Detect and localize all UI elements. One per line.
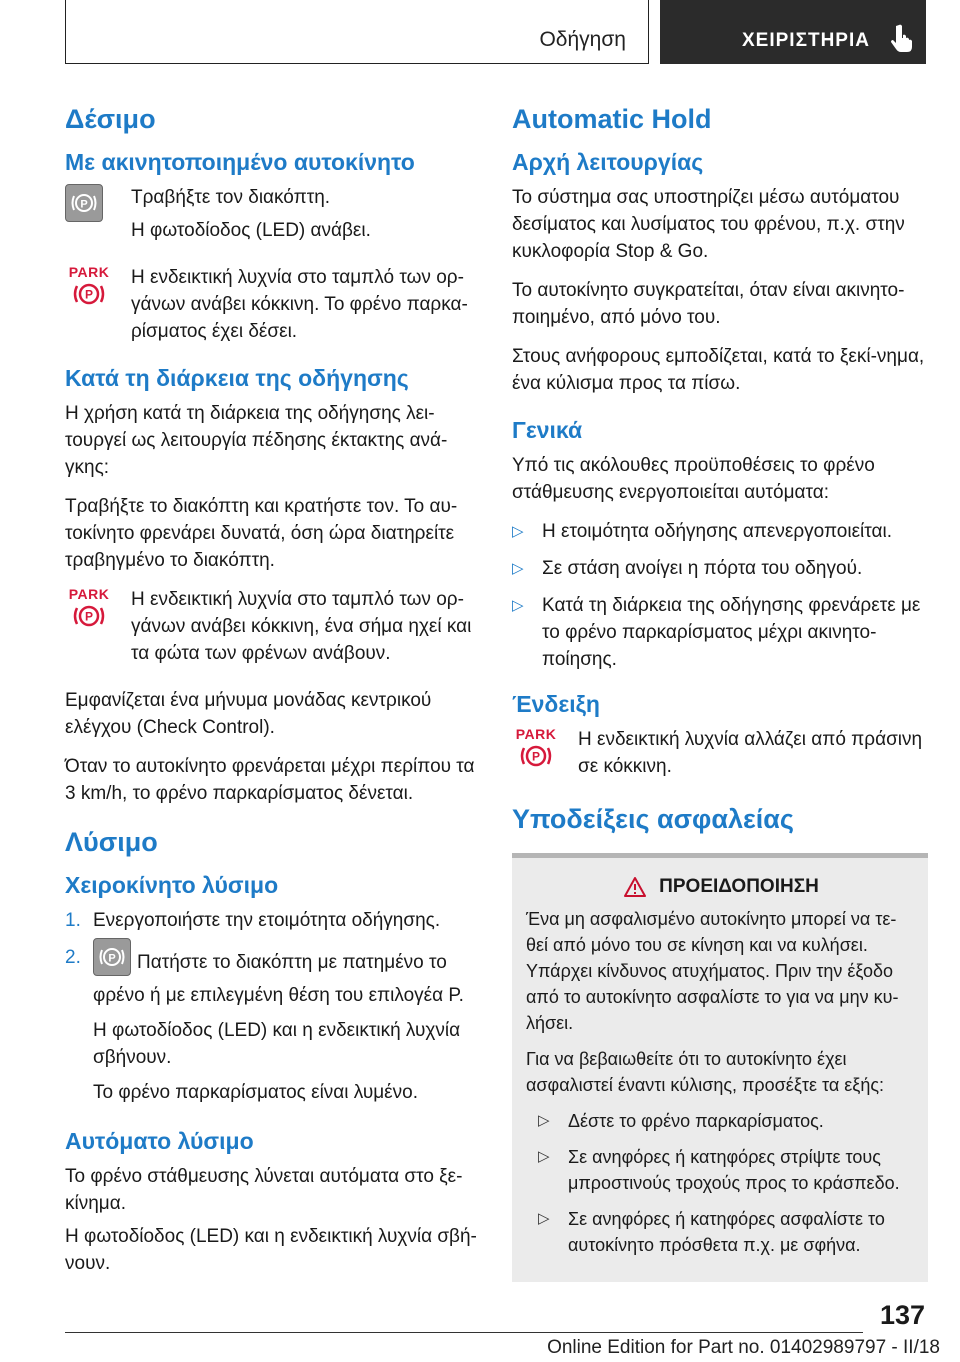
warning-list [526,1108,916,1258]
driving-park-row [65,586,480,673]
list-item: ▷ Σε ανηφόρες ή κατηφόρες στρίψτε τους μπροστινούς τροχούς προς το κράσπεδο. [538,1147,900,1193]
heading-principle: Αρχή λειτουργίας [512,149,704,175]
header-section-box [65,0,649,64]
park-warning-icon: PARK P [68,586,110,624]
warning-title: ΠΡΟΕΙΔΟΠΟΙΗΣΗ [659,876,819,897]
heading-automatic-hold: Automatic Hold [512,104,712,134]
heading-stationary: Με ακινητοποιημένο αυτοκίνητο [65,149,415,175]
principle-text-1: Το σύστημα σας υποστηρίζει μέσω αυτόματου δεσίματος και λυσίματος του φρένου, π.χ. στην κυκλοφορία Stop & Go. [512,187,905,262]
stationary-text-2: Η φωτοδίοδος (LED) ανάβει. [131,220,371,241]
general-text-1: Υπό τις ακόλουθες προϋποθέσεις το φρένο στάθμευσης ενεργοποιείται αυτόματα: [512,455,875,503]
parking-brake-switch-icon [65,184,103,222]
heading-safety: Υποδείξεις ασφαλείας [512,804,794,834]
heading-release: Λύσιμο [65,827,158,857]
driving-text-5: Όταν το αυτοκίνητο φρενάρεται μέχρι περίπου τα 3 km/h, το φρένο παρκαρίσματος δένεται. [65,756,475,804]
header-section-title: Οδήγηση [539,28,626,51]
manual-release-steps [65,907,480,1114]
svg-text:P: P [108,952,116,965]
svg-text:P: P [531,749,541,764]
header-chapter-tab [660,0,926,64]
list-item: ▷ Κατά τη διάρκεια της οδήγησης φρενάρετε με το φρένο παρκαρίσματος μέχρι ακινητο-ποίησης. [512,595,921,670]
park-warning-icon: PARK P [68,264,110,302]
auto-text-2: Η φωτοδίοδος (LED) και η ενδεικτική λυχνία σβή-νουν. [65,1226,477,1274]
page-number: 137 [880,1300,926,1330]
stationary-park-row [65,264,480,351]
auto-text-1: Το φρένο στάθμευσης λύνεται αυτόματα στο ξε-κίνημα. [65,1166,463,1214]
driving-text-3: Η ενδεικτική λυχνία στο ταμπλό των ορ-γάνων ανάβει κόκκινη, ένα σήμα ηχεί και τα φώτα των φρένων ανάβουν. [131,589,472,664]
list-item: ▷ Δέστε το φρένο παρκαρίσματος. [538,1111,824,1131]
svg-text:P: P [84,609,94,624]
heading-indicator: Ένδειξη [512,691,600,717]
manual-text-2: Το φρένο παρκαρίσματος είναι λυμένο. [93,1082,418,1103]
general-conditions-list [512,518,928,673]
footer-edition-text: Online Edition for Part no. 01402989797 - II/18 [547,1337,940,1358]
left-column [65,96,480,1289]
heading-driving: Κατά τη διάρκεια της οδήγησης [65,365,409,391]
list-item: 1. Ενεργοποιήστε την ετοιμότητα οδήγησης. [65,910,441,931]
heading-set: Δέσιμο [65,104,156,134]
right-column [512,96,928,1282]
stationary-switch-row [65,184,480,250]
heading-auto-release: Αυτόματο λύσιμο [65,1128,254,1154]
heading-general: Γενικά [512,417,583,443]
hand-pointer-icon [888,22,920,54]
parking-brake-switch-icon [93,938,131,976]
header-chapter-title: ΧΕΙΡΙΣΤΗΡΙΑ [742,30,870,51]
driving-text-4: Εμφανίζεται ένα μήνυμα μονάδας κεντρικού ελέγχου (Check Control). [65,690,432,738]
svg-text:P: P [84,287,94,302]
driving-text-2: Τραβήξτε το διακόπτη και κρατήστε τον. Το αυ-τοκίνητο φρενάρει δυνατά, όση ώρα διατηρείτε τραβηγμένο το διακόπτη. [65,496,458,571]
warning-text-2: Για να βεβαιωθείτε ότι το αυτοκίνητο έχει ασφαλιστεί έναντι κύλισης, προσέξτε τα εξής: [526,1049,885,1095]
list-item: ▷ Σε στάση ανοίγει η πόρτα του οδηγού. [512,558,863,579]
svg-text:P: P [80,198,88,211]
list-item: 2. P Πατήστε το διακόπτη με πατημένο το φρένο ή με επιλεγμένη θέση του επιλογέα P. Η φωτοδίοδος (LED) και η ενδεικτική λυχνία σβήνουν. Το φρένο παρκαρίσματος είναι λυμένο. [65,944,480,1114]
list-item: ▷ Σε ανηφόρες ή κατηφόρες ασφαλίστε το αυτοκίνητο πρόσθετα π.χ. με σφήνα. [538,1209,885,1255]
indicator-park-row [512,726,928,786]
footer-divider [65,1332,863,1333]
heading-manual-release: Χειροκίνητο λύσιμο [65,872,279,898]
park-warning-icon: PARK P [515,726,557,764]
manual-text-1: Η φωτοδίοδος (LED) και η ενδεικτική λυχνία σβήνουν. [93,1020,461,1068]
stationary-text-1: Τραβήξτε τον διακόπτη. [131,187,331,208]
indicator-text-1: Η ενδεικτική λυχνία αλλάζει από πράσινη σε κόκκινη. [578,729,923,777]
principle-text-2: Το αυτοκίνητο συγκρατείται, όταν είναι ακινητο-ποιημένο, από μόνο του. [512,280,905,328]
stationary-text-3: Η ενδεικτική λυχνία στο ταμπλό των ορ-γάνων ανάβει κόκκινη. Το φρένο παρκα-ρίσματος έχει δέσει. [131,267,468,342]
driving-text-1: Η χρήση κατά τη διάρκεια της οδήγησης λει-τουργεί ως λειτουργία πέδησης έκτακτης ανά-γκης: [65,403,448,478]
list-item: ▷ Η ετοιμότητα οδήγησης απενεργοποιείται. [512,521,892,542]
warning-text-1: Ένα μη ασφαλισμένο αυτοκίνητο μπορεί να τε-θεί από μόνο του σε κίνηση και να κυλήσει. Υπάρχει κίνδυνος ατυχήματος. Πριν την έξοδο από το αυτοκίνητο ασφαλίστε το για να μην κυ-λήσει. [526,909,899,1033]
warning-triangle-icon [623,876,647,898]
warning-box [512,853,928,1282]
principle-text-3: Στους ανήφορους εμποδίζεται, κατά το ξεκί-νημα, ένα κύλισμα προς τα πίσω. [512,346,925,394]
